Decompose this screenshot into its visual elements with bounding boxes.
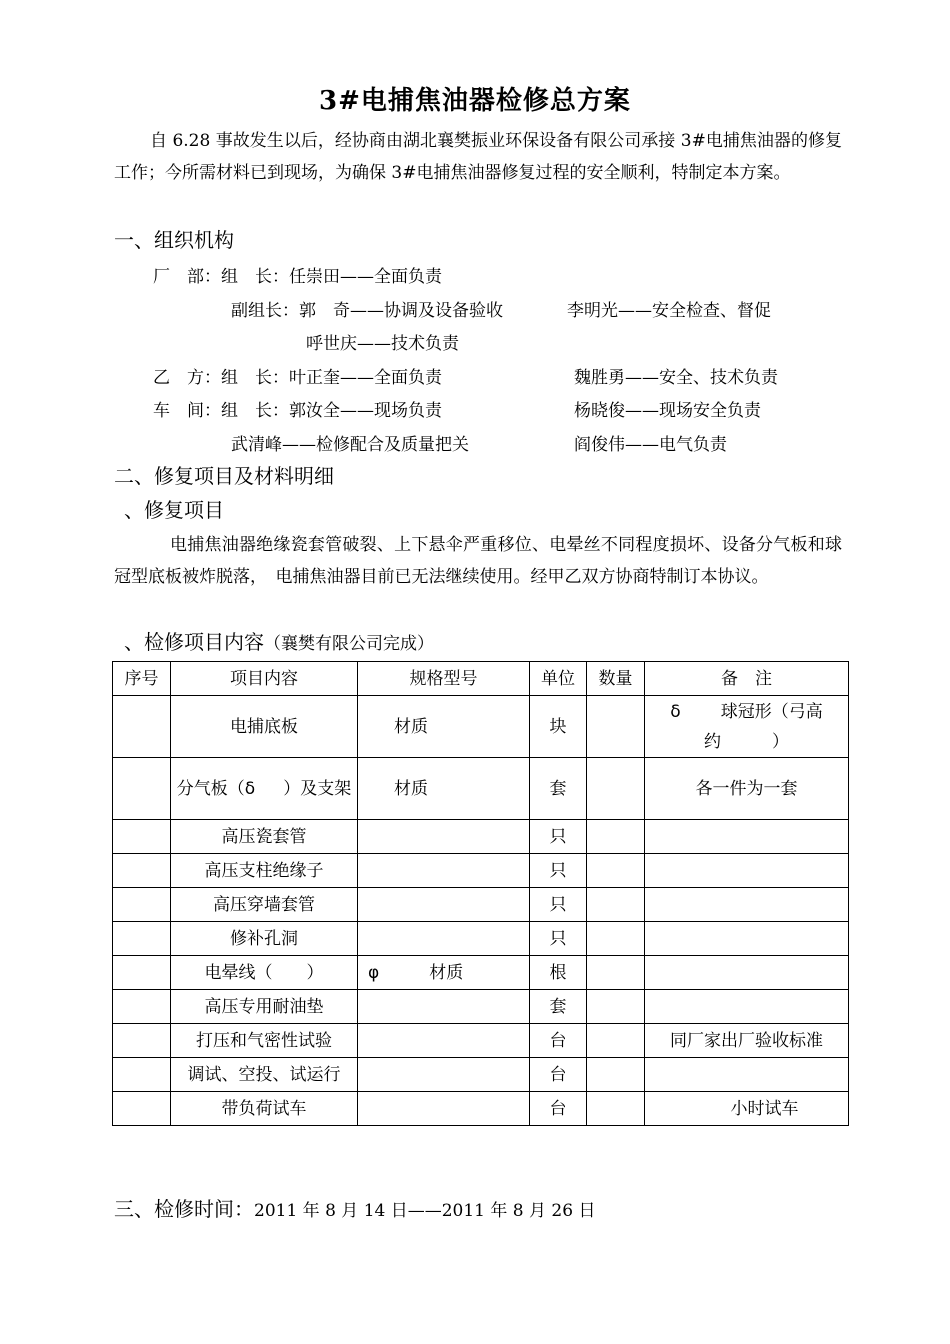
cell-unit: 台 — [530, 1092, 587, 1126]
cell-qty — [587, 990, 645, 1024]
cell-item: 电晕线（ ） — [171, 956, 358, 990]
cell-item-a: 分气板（ — [176, 778, 245, 799]
cell-unit: 台 — [530, 1058, 587, 1092]
cell-spec — [358, 922, 530, 956]
cell-item: 电捕底板 — [171, 696, 358, 758]
cell-qty — [587, 758, 645, 820]
header-unit: 单位 — [530, 662, 587, 696]
cell-index — [113, 888, 171, 922]
table-row — [113, 1092, 849, 1126]
intro-paragraph: 自 6.28 事故发生以后，经协商由湖北襄樊振业环保设备有限公司承接 3#电捕焦油器的修复工作；今所需材料已到现场，为确保 3#电捕焦油器修复过程的安全顺利，特制定本方案。 — [114, 131, 842, 183]
section-3 — [114, 1193, 595, 1222]
table-header-row — [113, 662, 849, 696]
section-1-heading: 一、组织机构 — [114, 228, 234, 252]
cell-note — [645, 888, 849, 922]
cell-spec: 材质 — [358, 758, 530, 820]
cell-spec — [358, 990, 530, 1024]
table-row — [113, 696, 849, 758]
cell-note — [645, 1058, 849, 1092]
org-line-4b: 魏胜勇——安全、技术负责 — [574, 368, 778, 388]
subsection-overhaul-title: 、检修项目内容 — [124, 630, 264, 654]
cell-spec — [358, 1058, 530, 1092]
cell-item: 打压和气密性试验 — [171, 1024, 358, 1058]
subsection-repair-items: 、修复项目 — [124, 498, 224, 522]
cell-item: 高压穿墙套管 — [171, 888, 358, 922]
org-line-2b: 李明光——安全检查、督促 — [567, 301, 771, 321]
cell-note — [645, 696, 849, 758]
repair-paragraph: 电捕焦油器绝缘瓷套管破裂、上下悬伞严重移位、电晕丝不同程度损坏、设备分气板和球冠型底板被炸脱落， 电捕焦油器目前已无法继续使用。经甲乙双方协商特制订本协议。 — [114, 535, 842, 587]
document-title: 3#电捕焦油器检修总方案 — [319, 86, 631, 116]
section-2-heading: 二、修复项目及材料明细 — [114, 464, 334, 488]
cell-index — [113, 696, 171, 758]
table-row — [113, 758, 849, 820]
cell-spec — [358, 888, 530, 922]
cell-item: 调试、空投、试运行 — [171, 1058, 358, 1092]
cell-item-b: ）及支架 — [283, 778, 352, 799]
cell-spec: 材质 — [358, 696, 530, 758]
cell-unit: 只 — [530, 854, 587, 888]
cell-item: 高压支柱绝缘子 — [171, 854, 358, 888]
cell-index — [113, 1092, 171, 1126]
cell-spec — [358, 1092, 530, 1126]
cell-qty — [587, 696, 645, 758]
cell-qty — [587, 1024, 645, 1058]
table-row — [113, 922, 849, 956]
cell-unit: 只 — [530, 820, 587, 854]
header-item: 项目内容 — [171, 662, 358, 696]
cell-note — [645, 820, 849, 854]
cell-item: 高压瓷套管 — [171, 820, 358, 854]
header-index: 序号 — [113, 662, 171, 696]
cell-index — [113, 956, 171, 990]
org-line-2a: 副组长：郭 奇——协调及设备验收 — [231, 301, 503, 321]
header-spec: 规格型号 — [358, 662, 530, 696]
cell-qty — [587, 888, 645, 922]
org-line-6a: 武清峰——检修配合及质量把关 — [231, 435, 469, 455]
org-line-4a: 乙 方：组 长：叶正奎——全面负责 — [153, 368, 442, 388]
cell-unit: 根 — [530, 956, 587, 990]
cell-note — [645, 956, 849, 990]
header-qty: 数量 — [587, 662, 645, 696]
delta-symbol: δ — [670, 701, 681, 722]
org-line-1: 厂 部：组 长：任崇田——全面负责 — [153, 267, 442, 287]
header-note: 备 注 — [645, 662, 849, 696]
cell-note — [645, 854, 849, 888]
cell-qty — [587, 1092, 645, 1126]
section-3-heading: 三、检修时间： — [114, 1197, 254, 1221]
cell-index — [113, 1024, 171, 1058]
cell-qty — [587, 1058, 645, 1092]
cell-spec-text: 材质 — [429, 962, 464, 983]
table-row — [113, 990, 849, 1024]
table-row — [113, 1058, 849, 1092]
cell-unit: 只 — [530, 888, 587, 922]
org-line-6b: 阎俊伟——电气负责 — [574, 435, 727, 455]
cell-item — [171, 758, 358, 820]
cell-unit: 台 — [530, 1024, 587, 1058]
cell-note — [645, 990, 849, 1024]
subsection-overhaul-content — [124, 626, 434, 655]
cell-index — [113, 1058, 171, 1092]
cell-item: 高压专用耐油垫 — [171, 990, 358, 1024]
cell-note — [645, 922, 849, 956]
table-row — [113, 820, 849, 854]
org-line-5a: 车 间：组 长：郭汝全——现场负责 — [153, 401, 442, 421]
delta-symbol: δ — [244, 778, 256, 799]
cell-unit: 只 — [530, 922, 587, 956]
table-row — [113, 854, 849, 888]
cell-item: 带负荷试车 — [171, 1092, 358, 1126]
cell-qty — [587, 854, 645, 888]
cell-item: 修补孔洞 — [171, 922, 358, 956]
cell-qty — [587, 922, 645, 956]
cell-spec — [358, 854, 530, 888]
org-line-3: 呼世庆——技术负责 — [306, 334, 459, 354]
overhaul-table — [112, 661, 849, 1126]
cell-note: 同厂家出厂验收标准 — [645, 1024, 849, 1058]
cell-index — [113, 854, 171, 888]
cell-spec — [358, 956, 530, 990]
table-row — [113, 888, 849, 922]
org-line-5b: 杨晓俊——现场安全负责 — [574, 401, 761, 421]
phi-symbol: φ — [368, 962, 380, 983]
cell-unit: 套 — [530, 990, 587, 1024]
cell-index — [113, 922, 171, 956]
cell-spec — [358, 1024, 530, 1058]
cell-note-text: 球冠形（弓高约 ） — [704, 701, 823, 752]
cell-index — [113, 820, 171, 854]
cell-qty — [587, 820, 645, 854]
cell-spec — [358, 820, 530, 854]
cell-unit: 块 — [530, 696, 587, 758]
table-row — [113, 956, 849, 990]
cell-note: 各一件为一套 — [645, 758, 849, 820]
cell-unit: 套 — [530, 758, 587, 820]
overhaul-time: 2011 年 8 月 14 日——2011 年 8 月 26 日 — [254, 1201, 596, 1221]
cell-qty — [587, 956, 645, 990]
cell-index — [113, 758, 171, 820]
cell-note: 小时试车 — [645, 1092, 849, 1126]
subsection-overhaul-note: （襄樊有限公司完成） — [264, 634, 434, 654]
cell-index — [113, 990, 171, 1024]
table-row — [113, 1024, 849, 1058]
